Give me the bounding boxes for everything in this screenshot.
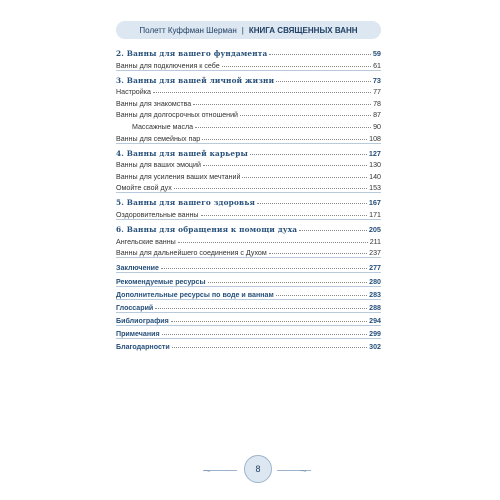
toc-entry [116,207,381,219]
toc-entry-label: Массажные масла [132,122,194,131]
header-book-title: КНИГА СВЯЩЕННЫХ ВАНН [248,25,358,35]
toc-entry-page: 78 [373,99,381,108]
toc-entry [116,181,381,193]
back-matter-entry-label: Дополнительные ресурсы по воде и ваннам [116,290,274,299]
toc-entry [116,158,381,170]
back-matter-entry [116,326,381,338]
toc-entry-label: Ванны для ваших эмоций [116,161,201,170]
toc-section [116,146,381,193]
dot-leader [162,334,367,335]
dot-leader [208,282,368,283]
toc-entry-label: Ванны для дальнейшего соединения с Духом [116,249,267,258]
back-matter-entry-page: 283 [369,290,381,299]
toc-entry-label: Ангельские ванны [116,237,176,246]
toc-entry-label: Оздоровительные ванны [116,210,199,219]
toc-entry-label: Омойте свой дух [116,184,172,193]
running-header [116,21,381,39]
back-matter-entry-page: 294 [369,317,381,326]
back-matter-entry [116,300,381,312]
dot-leader [153,92,371,93]
section-heading-page: 205 [368,224,381,234]
section-heading [116,195,381,207]
toc-entry [116,131,381,143]
toc-entry-page: 77 [373,88,381,97]
back-matter-entry-page: 280 [369,277,381,286]
section-heading-page: 167 [368,198,381,208]
back-matter-entry-page: 299 [369,330,381,339]
toc-entry-label: Ванны для долгосрочных отношений [116,111,239,120]
back-matter-entry [116,260,381,272]
toc-entry [116,169,381,181]
dot-leader [161,268,367,269]
back-matter-entry-label: Заключение [116,264,159,273]
swirl-left-icon: ~ [204,464,212,478]
toc-section [116,73,381,143]
dot-leader [222,66,371,67]
swirl-right-icon: ~ [300,464,308,478]
dot-leader [171,321,367,322]
toc-entry-page: 130 [369,161,381,170]
back-matter-entry-label: Глоссарий [116,303,154,312]
back-matter-entry [116,287,381,299]
dot-leader [155,308,367,309]
section-heading-label: 4. Ванны для вашей карьеры [116,148,249,158]
section-heading [116,146,381,158]
header-author: Полетт Куффман Шерман [139,25,237,35]
toc-entry-page: 237 [369,249,381,258]
back-matter-entry-page: 277 [369,264,381,273]
back-matter-entry-page: 288 [369,303,381,312]
section-heading-label: 5. Ванны для вашего здоровья [116,198,256,208]
toc-entry-page: 90 [373,122,381,131]
dot-leader [276,295,367,296]
back-matter-entry-label: Примечания [116,330,160,339]
back-matter-entry-page: 302 [369,343,381,352]
toc-entry-label: Ванны для усиления ваших мечтаний [116,172,241,181]
section-divider [116,192,381,193]
toc-section [116,46,381,70]
back-matter-entry [116,313,381,325]
section-divider [116,70,381,71]
toc-entry-page: 108 [369,134,381,143]
dot-leader [242,177,367,178]
toc-entry-label: Настройка [116,88,151,97]
toc-entry-page: 153 [369,184,381,193]
toc-entry [116,108,381,120]
section-heading [116,46,381,58]
toc-entry-page: 171 [369,210,381,219]
dot-leader [240,115,371,116]
section-heading-label: 3. Ванны для вашей личной жизни [116,75,275,85]
dot-leader [276,81,371,82]
dot-leader [269,54,370,55]
section-heading-page: 73 [372,75,381,85]
back-matter-entry-label: Благодарности [116,343,170,352]
toc-entry [116,119,381,131]
page-number-badge [244,455,272,483]
dot-leader [201,215,368,216]
section-heading-page: 59 [372,49,381,58]
dot-leader [195,127,371,128]
toc-entry [116,246,381,258]
dot-leader [193,104,371,105]
back-matter-entry [116,273,381,285]
dot-leader [269,253,367,254]
header-separator: | [241,25,244,35]
page-footer [0,455,500,485]
table-of-contents [116,44,381,351]
section-divider [116,219,381,220]
section-divider [116,143,381,144]
dot-leader [174,188,367,189]
section-heading [116,73,381,85]
back-matter-entry [116,339,381,351]
dot-leader [178,242,368,243]
toc-entry-page: 211 [369,237,381,246]
toc-section [116,222,381,257]
section-heading-page: 127 [368,148,381,158]
toc-entry-page: 87 [373,111,381,120]
back-matter [116,260,381,351]
section-heading-label: 6. Ванны для обращения к помощи духа [116,224,298,234]
back-matter-entry-label: Рекомендуемые ресурсы [116,277,206,286]
toc-entry-label: Ванны для знакомства [116,99,192,108]
toc-entry-page: 140 [369,172,381,181]
toc-entry [116,58,381,70]
dot-leader [257,203,367,204]
toc-entry-label: Ванны для семейных пар [116,134,201,143]
section-heading-label: 2. Ванны для вашего фундамента [116,49,268,58]
section-heading [116,222,381,234]
toc-entry-label: Ванны для подключения к себе [116,61,220,70]
dot-leader [203,165,367,166]
page-number: 8 [255,464,261,474]
dot-leader [299,230,367,231]
toc-entry [116,96,381,108]
section-divider [116,257,381,258]
dot-leader [172,347,367,348]
toc-entry [116,85,381,97]
toc-entry-page: 61 [373,61,381,70]
toc-section [116,195,381,219]
back-matter-entry-label: Библиография [116,317,169,326]
dot-leader [202,139,367,140]
dot-leader [250,154,367,155]
toc-entry [116,234,381,246]
